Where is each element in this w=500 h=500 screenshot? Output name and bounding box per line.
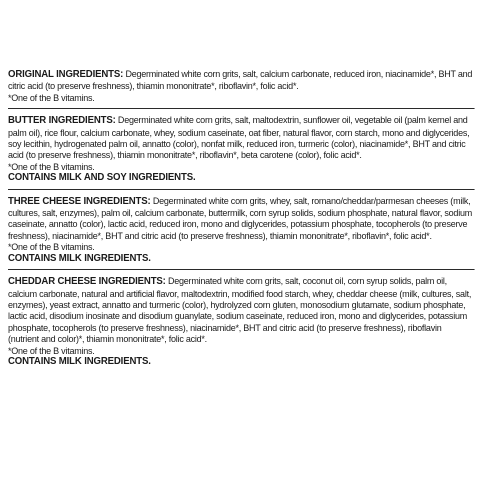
- ingredients-paragraph: [8, 68, 475, 92]
- ingredients-section-butter: [8, 114, 475, 183]
- ingredients-paragraph: [8, 195, 475, 242]
- vitamin-footnote: *One of the B vitamins.: [8, 91, 95, 103]
- allergen-statement: CONTAINS MILK INGREDIENTS.: [8, 355, 151, 367]
- ingredients-paragraph: [8, 114, 475, 161]
- section-heading: CHEDDAR CHEESE INGREDIENTS:: [8, 276, 166, 288]
- ingredients-list: Degerminated white corn grits, salt, calcium carbonate, reduced iron, niacinamide*, BHT and citric acid (to preserve freshness), thiamin mononitrate*, riboflavin*, folic acid*.: [8, 68, 473, 92]
- section-divider: [8, 269, 475, 270]
- vitamin-footnote: *One of the B vitamins.: [8, 160, 95, 172]
- section-heading: BUTTER INGREDIENTS:: [8, 115, 116, 127]
- allergen-statement: CONTAINS MILK INGREDIENTS.: [8, 252, 151, 264]
- ingredients-panel: [8, 68, 475, 367]
- vitamin-footnote: *One of the B vitamins.: [8, 344, 95, 356]
- allergen-statement: CONTAINS MILK AND SOY INGREDIENTS.: [8, 172, 196, 184]
- ingredients-paragraph: [8, 275, 475, 344]
- section-heading: THREE CHEESE INGREDIENTS:: [8, 195, 151, 207]
- ingredients-section-cheddar-cheese: [8, 275, 475, 367]
- section-divider: [8, 108, 475, 109]
- ingredients-section-three-cheese: [8, 195, 475, 264]
- vitamin-footnote: *One of the B vitamins.: [8, 241, 95, 253]
- ingredients-list: Degerminated white corn grits, whey, salt, romano/cheddar/parmesan cheeses (milk, cultures, salt, enzymes), palm oil, calcium carbonate, buttermilk, corn syrup solids, sodium phosphate, natural flavor, sodium caseinate, annatto (color), lactic acid, reduced iron, mono and diglycerides, potassium phosphate, tocopherols (to preserve freshness), niacinamide*, BHT and citric acid (to preserve freshness), thiamin mononitrate*, riboflavin*, folic acid*.: [8, 194, 472, 241]
- ingredients-list: Degerminated white corn grits, salt, coconut oil, corn syrup solids, palm oil, calcium carbonate, natural and artificial flavor, maltodextrin, modified food starch, whey, cheddar cheese (milk, cultures, salt, enzymes), yeast extract, annatto and turmeric (color), hydrolyzed corn gluten, monosodium glutamate, sodium phosphate, lactic acid, disodium inosinate and disodium guanylate, sodium caseinate, reduced iron, mono and diglycerides, potassium phosphate, tocopherols (to preserve freshness), niacinamide*, BHT and citric acid (to preserve freshness), riboflavin (nutrient and color)*, thiamin mononitrate*, folic acid*.: [8, 275, 472, 345]
- ingredients-section-original: [8, 68, 475, 103]
- ingredients-list: Degerminated white corn grits, salt, maltodextrin, sunflower oil, vegetable oil (palm kernel and palm oil), rice flour, calcium carbonate, whey, sodium caseinate, oat fiber, natural flavor, corn starch, mono and diglycerides, soy lecithin, hydrogenated palm oil, annatto (color), nonfat milk, reduced iron, turmeric (color), niacinamide*, BHT and citric acid (to preserve freshness), thiamin mononitrate*, riboflavin*, beta carotene (color), folic acid*.: [8, 114, 470, 161]
- section-heading: ORIGINAL INGREDIENTS:: [8, 69, 124, 80]
- section-divider: [8, 189, 475, 190]
